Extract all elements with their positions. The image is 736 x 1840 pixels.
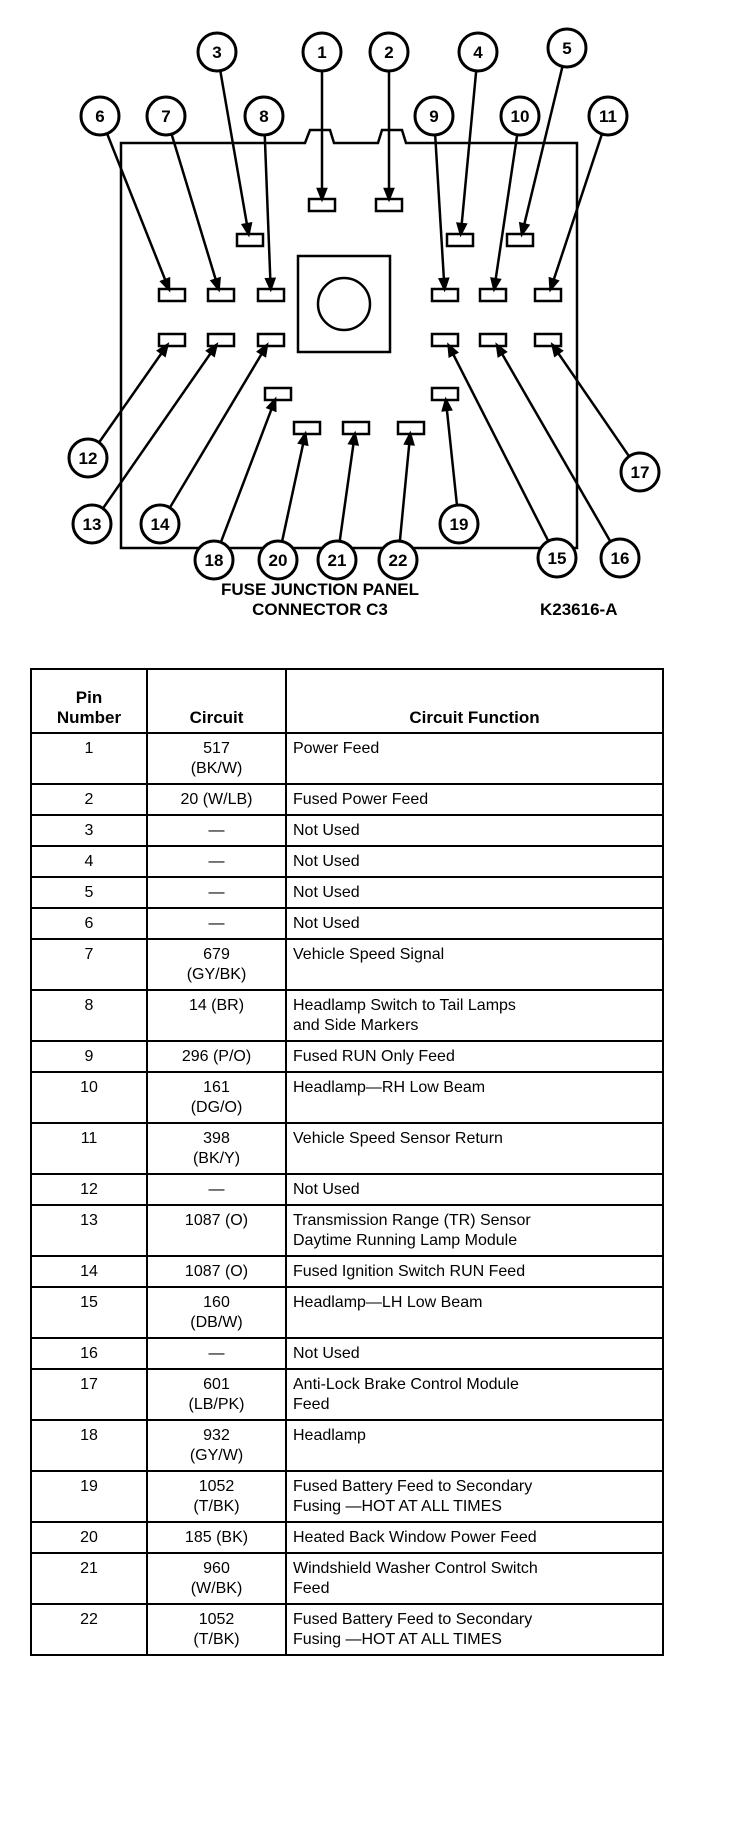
leader-arrowhead-10 [492, 279, 500, 289]
callout-4 [459, 33, 497, 71]
center-stud [318, 278, 370, 330]
function-cell: Headlamp Switch to Tail Lamps and Side Markers [286, 990, 663, 1041]
pin-slot-18 [265, 388, 291, 400]
pin-cell: 2 [31, 784, 147, 815]
pin-slot-7 [208, 289, 234, 301]
function-cell: Fused Battery Feed to Secondary Fusing —HOT AT ALL TIMES [286, 1604, 663, 1655]
pin-slot-14 [258, 334, 284, 346]
callout-7 [147, 97, 185, 135]
function-cell: Anti-Lock Brake Control Module Feed [286, 1369, 663, 1420]
function-cell: Fused Ignition Switch RUN Feed [286, 1256, 663, 1287]
circuit-cell: 517 (BK/W) [147, 733, 286, 784]
circuit-cell: — [147, 1338, 286, 1369]
pin-cell: 12 [31, 1174, 147, 1205]
pin-table [30, 668, 664, 1656]
leader-arrowhead-21 [349, 434, 357, 444]
circuit-cell: 932 (GY/W) [147, 1420, 286, 1471]
pin-slot-15 [432, 334, 458, 346]
callout-label-12: 12 [78, 449, 98, 468]
pin-cell: 22 [31, 1604, 147, 1655]
circuit-cell: — [147, 815, 286, 846]
diagram-caption-line1: FUSE JUNCTION PANEL [220, 580, 420, 599]
pin-slot-6 [159, 289, 185, 301]
pin-cell: 20 [31, 1522, 147, 1553]
callout-label-9: 9 [429, 107, 439, 126]
pin-slot-11 [535, 289, 561, 301]
pin-slot-19 [432, 388, 458, 400]
function-cell: Fused Battery Feed to Secondary Fusing —HOT AT ALL TIMES [286, 1471, 663, 1522]
function-cell: Headlamp—LH Low Beam [286, 1287, 663, 1338]
figure-code: K23616-A [540, 600, 618, 619]
leader-line-4 [461, 71, 476, 234]
callout-label-2: 2 [384, 43, 394, 62]
function-cell: Not Used [286, 1174, 663, 1205]
table-row [31, 784, 663, 815]
callout-label-17: 17 [630, 463, 650, 482]
circuit-cell: 20 (W/LB) [147, 784, 286, 815]
connector-diagram [0, 0, 736, 640]
callout-21 [318, 541, 356, 579]
leader-line-8 [265, 135, 271, 289]
leader-line-14 [170, 345, 267, 508]
circuit-cell: 960 (W/BK) [147, 1553, 286, 1604]
circuit-cell: — [147, 846, 286, 877]
leader-line-6 [107, 134, 169, 290]
pin-slot-21 [343, 422, 369, 434]
function-cell: Not Used [286, 908, 663, 939]
circuit-cell: 14 (BR) [147, 990, 286, 1041]
callout-label-19: 19 [449, 515, 469, 534]
pin-slot-16 [480, 334, 506, 346]
circuit-cell: 160 (DB/W) [147, 1287, 286, 1338]
leader-arrowhead-4 [458, 224, 466, 234]
diagram-caption-line2: CONNECTOR C3 [252, 600, 388, 619]
leader-line-18 [221, 400, 275, 543]
callouts [69, 29, 659, 579]
leader-arrowhead-19 [443, 400, 451, 410]
function-cell: Headlamp—RH Low Beam [286, 1072, 663, 1123]
circuit-cell: — [147, 877, 286, 908]
leader-line-12 [99, 345, 167, 443]
pin-cell: 18 [31, 1420, 147, 1471]
circuit-cell: 296 (P/O) [147, 1041, 286, 1072]
pin-cell: 8 [31, 990, 147, 1041]
callout-20 [259, 541, 297, 579]
pin-cell: 7 [31, 939, 147, 990]
leader-arrowhead-11 [550, 279, 558, 290]
leader-line-7 [172, 134, 219, 289]
callout-19 [440, 505, 478, 543]
callout-label-13: 13 [82, 515, 102, 534]
callout-10 [501, 97, 539, 135]
header-pin-number: Pin Number [31, 669, 147, 733]
callout-label-5: 5 [562, 39, 572, 58]
pin-cell: 5 [31, 877, 147, 908]
callout-17 [621, 453, 659, 491]
pin-cell: 11 [31, 1123, 147, 1174]
leader-line-20 [282, 434, 305, 542]
pin-slot-13 [208, 334, 234, 346]
callout-18 [195, 541, 233, 579]
pin-slots [159, 199, 561, 434]
circuit-cell: 1052 (T/BK) [147, 1471, 286, 1522]
pin-cell: 21 [31, 1553, 147, 1604]
leader-line-21 [340, 434, 355, 541]
table-row [31, 846, 663, 877]
header-circuit-function: Circuit Function [286, 669, 663, 733]
callout-label-11: 11 [599, 107, 617, 126]
leader-line-3 [220, 71, 248, 234]
leader-arrowhead-3 [243, 224, 251, 235]
callout-label-8: 8 [259, 107, 269, 126]
callout-1 [303, 33, 341, 71]
leader-line-10 [494, 135, 517, 289]
circuit-cell: 398 (BK/Y) [147, 1123, 286, 1174]
function-cell: Transmission Range (TR) Sensor Daytime Running Lamp Module [286, 1205, 663, 1256]
callout-8 [245, 97, 283, 135]
circuit-cell: 679 (GY/BK) [147, 939, 286, 990]
table-row [31, 990, 663, 1041]
pin-slot-3 [237, 234, 263, 246]
pin-cell: 3 [31, 815, 147, 846]
circuit-cell: 601 (LB/PK) [147, 1369, 286, 1420]
circuit-cell: 1087 (O) [147, 1256, 286, 1287]
circuit-cell: 161 (DG/O) [147, 1072, 286, 1123]
pin-cell: 16 [31, 1338, 147, 1369]
callout-label-16: 16 [610, 549, 630, 568]
pin-slot-5 [507, 234, 533, 246]
table-row [31, 1287, 663, 1338]
table-row [31, 1604, 663, 1655]
leader-lines [99, 66, 629, 542]
leader-line-19 [446, 400, 457, 505]
function-cell: Heated Back Window Power Feed [286, 1522, 663, 1553]
pin-cell: 14 [31, 1256, 147, 1287]
function-cell: Headlamp [286, 1420, 663, 1471]
table-row [31, 1522, 663, 1553]
leader-arrowhead-9 [440, 279, 448, 289]
callout-label-10: 10 [510, 107, 530, 126]
function-cell: Not Used [286, 815, 663, 846]
leader-arrowhead-7 [212, 279, 220, 290]
function-cell: Fused Power Feed [286, 784, 663, 815]
circuit-cell: 1052 (T/BK) [147, 1604, 286, 1655]
table-row [31, 1256, 663, 1287]
pin-cell: 13 [31, 1205, 147, 1256]
callout-13 [73, 505, 111, 543]
table-row [31, 1123, 663, 1174]
pin-slot-20 [294, 422, 320, 434]
callout-16 [601, 539, 639, 577]
pin-cell: 4 [31, 846, 147, 877]
table-row [31, 1174, 663, 1205]
function-cell: Not Used [286, 1338, 663, 1369]
function-cell: Not Used [286, 877, 663, 908]
callout-label-18: 18 [204, 551, 224, 570]
table-row [31, 939, 663, 990]
callout-9 [415, 97, 453, 135]
callout-label-21: 21 [327, 551, 347, 570]
callout-11 [589, 97, 627, 135]
leader-arrowhead-2 [385, 189, 393, 199]
callout-label-15: 15 [547, 549, 567, 568]
table-row [31, 1041, 663, 1072]
leader-arrowhead-8 [266, 279, 274, 289]
pin-cell: 17 [31, 1369, 147, 1420]
leader-line-16 [497, 345, 610, 541]
callout-label-22: 22 [388, 551, 408, 570]
table-row [31, 1072, 663, 1123]
callout-label-7: 7 [161, 107, 171, 126]
center-boss [298, 256, 390, 352]
pin-cell: 9 [31, 1041, 147, 1072]
table-header-row [31, 669, 663, 733]
leader-line-5 [522, 66, 563, 234]
table-row [31, 908, 663, 939]
table-row [31, 733, 663, 784]
function-cell: Windshield Washer Control Switch Feed [286, 1553, 663, 1604]
table-row [31, 1553, 663, 1604]
callout-22 [379, 541, 417, 579]
circuit-cell: — [147, 1174, 286, 1205]
leader-arrowhead-22 [405, 434, 413, 444]
callout-label-1: 1 [317, 43, 327, 62]
leader-line-22 [400, 434, 410, 541]
callout-label-14: 14 [150, 515, 170, 534]
callout-12 [69, 439, 107, 477]
leader-arrowhead-5 [520, 224, 528, 235]
table-row [31, 1420, 663, 1471]
function-cell: Fused RUN Only Feed [286, 1041, 663, 1072]
function-cell: Vehicle Speed Signal [286, 939, 663, 990]
table-row [31, 1338, 663, 1369]
pin-cell: 1 [31, 733, 147, 784]
table-row [31, 1369, 663, 1420]
circuit-cell: — [147, 908, 286, 939]
table-row [31, 1205, 663, 1256]
pin-slot-10 [480, 289, 506, 301]
function-cell: Not Used [286, 846, 663, 877]
table-row [31, 815, 663, 846]
pin-cell: 19 [31, 1471, 147, 1522]
function-cell: Power Feed [286, 733, 663, 784]
callout-label-20: 20 [268, 551, 288, 570]
callout-label-6: 6 [95, 107, 105, 126]
function-cell: Vehicle Speed Sensor Return [286, 1123, 663, 1174]
header-circuit: Circuit [147, 669, 286, 733]
callout-15 [538, 539, 576, 577]
callout-14 [141, 505, 179, 543]
table-row [31, 877, 663, 908]
callout-label-4: 4 [473, 43, 483, 62]
callout-6 [81, 97, 119, 135]
leader-line-17 [553, 345, 630, 456]
circuit-cell: 185 (BK) [147, 1522, 286, 1553]
leader-arrowhead-20 [299, 434, 307, 445]
leader-arrowhead-1 [318, 189, 326, 199]
pin-slot-12 [159, 334, 185, 346]
callout-3 [198, 33, 236, 71]
callout-2 [370, 33, 408, 71]
pin-cell: 15 [31, 1287, 147, 1338]
callout-label-3: 3 [212, 43, 222, 62]
leader-line-9 [435, 135, 444, 289]
pin-slot-17 [535, 334, 561, 346]
circuit-cell: 1087 (O) [147, 1205, 286, 1256]
callout-5 [548, 29, 586, 67]
pin-cell: 6 [31, 908, 147, 939]
table-row [31, 1471, 663, 1522]
pin-cell: 10 [31, 1072, 147, 1123]
